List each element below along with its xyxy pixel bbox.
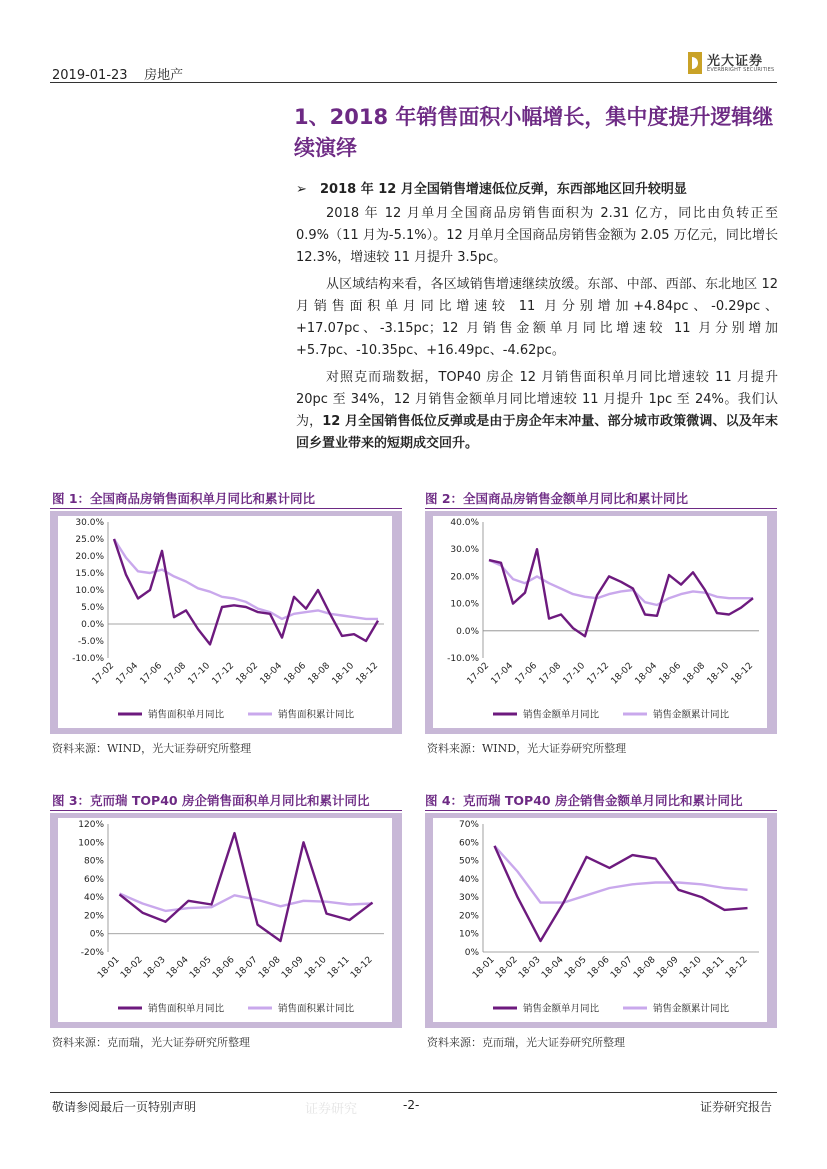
y-tick-label: 40% — [458, 874, 479, 885]
figure-1-source: 资料来源：WIND，光大证券研究所整理 — [52, 742, 252, 755]
figure-2-panel — [425, 511, 777, 734]
x-tick-label: 18-05 — [563, 955, 589, 981]
x-tick-label: 18-01 — [96, 955, 122, 981]
y-tick-label: 40.0% — [450, 518, 479, 528]
figure-4-title: 图 4：克而瑞 TOP40 房企销售金额单月同比和累计同比 — [425, 793, 743, 808]
y-tick-label: -10.0% — [447, 654, 479, 664]
x-tick-label: 18-10 — [330, 661, 357, 687]
x-tick-label: 18-09 — [280, 955, 306, 981]
paragraph-2: 从区域结构来看，各区域销售增速继续放缓。东部、中部、西部、东北地区 12 月销售面积单月同比增速较 11 月分别增加+4.84pc、-0.29pc、+17.07pc、-3.15pc；12 月销售金额单月同比增速较 11 月分别增加+5.7pc、-10.35pc、+16.49pc、-4.62pc。 — [296, 277, 778, 358]
footer-report-type: 证券研究报告 — [700, 1100, 773, 1114]
x-tick-label: 17-10 — [561, 661, 588, 687]
x-tick-label: 18-03 — [142, 955, 168, 981]
report-date: 2019-01-23 房地产 — [52, 68, 184, 83]
footer-watermark: 证券研究 — [305, 1102, 358, 1117]
figure-2-source: 资料来源：WIND，光大证券研究所整理 — [427, 742, 627, 755]
y-tick-label: 30% — [458, 893, 479, 904]
y-tick-label: 30.0% — [75, 518, 104, 528]
x-tick-label: 18-12 — [729, 661, 756, 687]
paragraph-3-emphasis: 12 月全国销售低位反弹或是由于房企年末冲量、部分城市政策微调、以及年末回乡置业带来的短期成交回升。 — [296, 414, 778, 451]
chart-1 — [58, 516, 392, 728]
x-tick-label: 18-06 — [586, 955, 612, 981]
company-logo: 光大证券 EVERBRIGHT SECURITIES — [688, 50, 788, 80]
footer-rule — [50, 1092, 777, 1093]
x-tick-label: 18-08 — [306, 661, 333, 687]
x-tick-label: 17-04 — [489, 661, 516, 687]
figure-2-rule — [425, 508, 777, 509]
legend-label-2: 销售面积累计同比 — [278, 1003, 355, 1015]
y-tick-label: 50% — [458, 856, 479, 867]
y-tick-label: 60% — [83, 874, 104, 885]
x-tick-label: 18-04 — [258, 661, 285, 687]
chart-3 — [58, 818, 392, 1022]
y-tick-label: 100% — [78, 838, 104, 849]
y-tick-label: 70% — [458, 820, 479, 830]
x-tick-label: 18-07 — [609, 955, 635, 981]
figure-3-source: 资料来源：克而瑞，光大证券研究所整理 — [52, 1036, 250, 1049]
header-rule — [50, 82, 777, 83]
legend-label-2: 销售金额累计同比 — [653, 709, 730, 721]
legend-label-1: 销售面积单月同比 — [148, 709, 225, 721]
y-tick-label: 40% — [83, 893, 104, 904]
y-tick-label: 0% — [89, 929, 104, 940]
x-tick-label: 18-10 — [303, 955, 329, 981]
x-tick-label: 18-02 — [119, 955, 145, 981]
figure-4-panel — [425, 813, 777, 1028]
figure-3-title: 图 3：克而瑞 TOP40 房企销售面积单月同比和累计同比 — [52, 793, 370, 808]
x-tick-label: 17-04 — [114, 661, 141, 687]
x-tick-label: 18-03 — [517, 955, 543, 981]
y-tick-label: 10.0% — [75, 586, 104, 596]
x-tick-label: 18-06 — [657, 661, 684, 687]
y-tick-label: 20% — [458, 911, 479, 922]
footer-disclaimer: 敬请参阅最后一页特别声明 — [52, 1100, 197, 1114]
figure-2-title: 图 2：全国商品房销售金额单月同比和累计同比 — [425, 491, 689, 506]
arrow-bullet-icon: ➢ — [296, 182, 307, 197]
x-tick-label: 18-07 — [234, 955, 260, 981]
x-tick-label: 18-11 — [326, 955, 352, 981]
y-tick-label: 80% — [83, 856, 104, 867]
paragraph-3: 对照克而瑞数据，TOP40 房企 12 月销售面积单月同比增速较 11 月提升 20pc 至 34%，12 月销售金额单月同比增速较 11 月提升 1pc 至 24%。我们认为，12 月全国销售低位反弹或是由于房企年末冲量、部分城市政策微调、以及年末回乡置业带来的短期成交回升。 — [296, 370, 778, 451]
x-tick-label: 18-04 — [633, 661, 660, 687]
legend-label-2: 销售面积累计同比 — [278, 709, 355, 721]
y-tick-label: 0.0% — [456, 626, 479, 637]
figure-4-source: 资料来源：克而瑞，光大证券研究所整理 — [427, 1036, 625, 1049]
y-tick-label: 25.0% — [75, 535, 104, 545]
x-tick-label: 17-08 — [537, 661, 564, 687]
y-tick-label: 5.0% — [81, 603, 104, 613]
x-tick-label: 17-12 — [210, 661, 237, 687]
legend-label-1: 销售面积单月同比 — [148, 1003, 225, 1015]
y-tick-label: -20% — [80, 948, 104, 958]
figure-1-panel — [50, 511, 402, 734]
figure-3-rule — [50, 810, 402, 811]
x-tick-label: 18-11 — [701, 955, 727, 981]
section-title: 1、2018 年销售面积小幅增长，集中度提升逻辑继续演绎 — [294, 105, 774, 160]
figure-1-title: 图 1：全国商品房销售面积单月同比和累计同比 — [52, 491, 316, 506]
x-tick-label: 18-10 — [678, 955, 704, 981]
y-tick-label: 30.0% — [450, 545, 479, 556]
x-tick-label: 18-05 — [188, 955, 214, 981]
logo-mark-icon — [688, 52, 702, 74]
y-tick-label: 10% — [458, 929, 479, 940]
x-tick-label: 18-06 — [282, 661, 309, 687]
x-tick-label: 18-02 — [609, 661, 636, 687]
y-tick-label: -5.0% — [77, 637, 104, 647]
y-tick-label: 20.0% — [450, 572, 479, 583]
y-tick-label: 20.0% — [75, 552, 104, 562]
x-tick-label: 17-12 — [585, 661, 612, 687]
x-tick-label: 18-04 — [165, 955, 191, 981]
y-tick-label: 0.0% — [81, 620, 104, 630]
x-tick-label: 18-08 — [257, 955, 283, 981]
figure-4-rule — [425, 810, 777, 811]
x-tick-label: 18-06 — [211, 955, 237, 981]
paragraph-1: 2018 年 12 月单月全国商品房销售面积为 2.31 亿方，同比由负转正至 0.9%（11 月为-5.1%）。12 月单月全国商品房销售金额为 2.05 万亿元，同比增长 12.3%，增速较 11 月提升 3.5pc。 — [296, 206, 778, 265]
x-tick-label: 18-10 — [705, 661, 732, 687]
figure-1-rule — [50, 508, 402, 509]
x-tick-label: 18-08 — [681, 661, 708, 687]
legend-label-2: 销售金额累计同比 — [653, 1003, 730, 1015]
x-tick-label: 17-06 — [138, 661, 165, 687]
x-tick-label: 17-08 — [162, 661, 189, 687]
x-tick-label: 18-09 — [655, 955, 681, 981]
y-tick-label: 10.0% — [450, 599, 479, 610]
y-tick-label: 60% — [458, 838, 479, 849]
x-tick-label: 18-12 — [349, 955, 375, 981]
bullet-heading: ➢ 2018 年 12 月全国销售增速低位反弹，东西部地区回升较明显 — [296, 182, 687, 197]
x-tick-label: 17-10 — [186, 661, 213, 687]
x-tick-label: 18-12 — [354, 661, 381, 687]
x-tick-label: 18-08 — [632, 955, 658, 981]
x-tick-label: 18-04 — [540, 955, 566, 981]
x-tick-label: 18-01 — [471, 955, 497, 981]
report-sector: 房地产 — [144, 68, 184, 83]
x-tick-label: 18-02 — [234, 661, 261, 687]
chart-4 — [433, 818, 767, 1022]
y-tick-label: 15.0% — [75, 569, 104, 579]
x-tick-label: 17-02 — [465, 661, 492, 687]
x-tick-label: 17-02 — [90, 661, 117, 687]
legend-label-1: 销售金额单月同比 — [523, 709, 600, 721]
x-tick-label: 18-02 — [494, 955, 520, 981]
y-tick-label: 120% — [78, 820, 104, 830]
page-number: -2- — [403, 1098, 420, 1112]
x-tick-label: 17-06 — [513, 661, 540, 687]
figure-3-panel — [50, 813, 402, 1028]
chart-2 — [433, 516, 767, 728]
y-tick-label: -10.0% — [72, 654, 104, 664]
y-tick-label: 0% — [464, 948, 479, 958]
y-tick-label: 20% — [83, 911, 104, 922]
x-tick-label: 18-12 — [724, 955, 750, 981]
legend-label-1: 销售金额单月同比 — [523, 1003, 600, 1015]
